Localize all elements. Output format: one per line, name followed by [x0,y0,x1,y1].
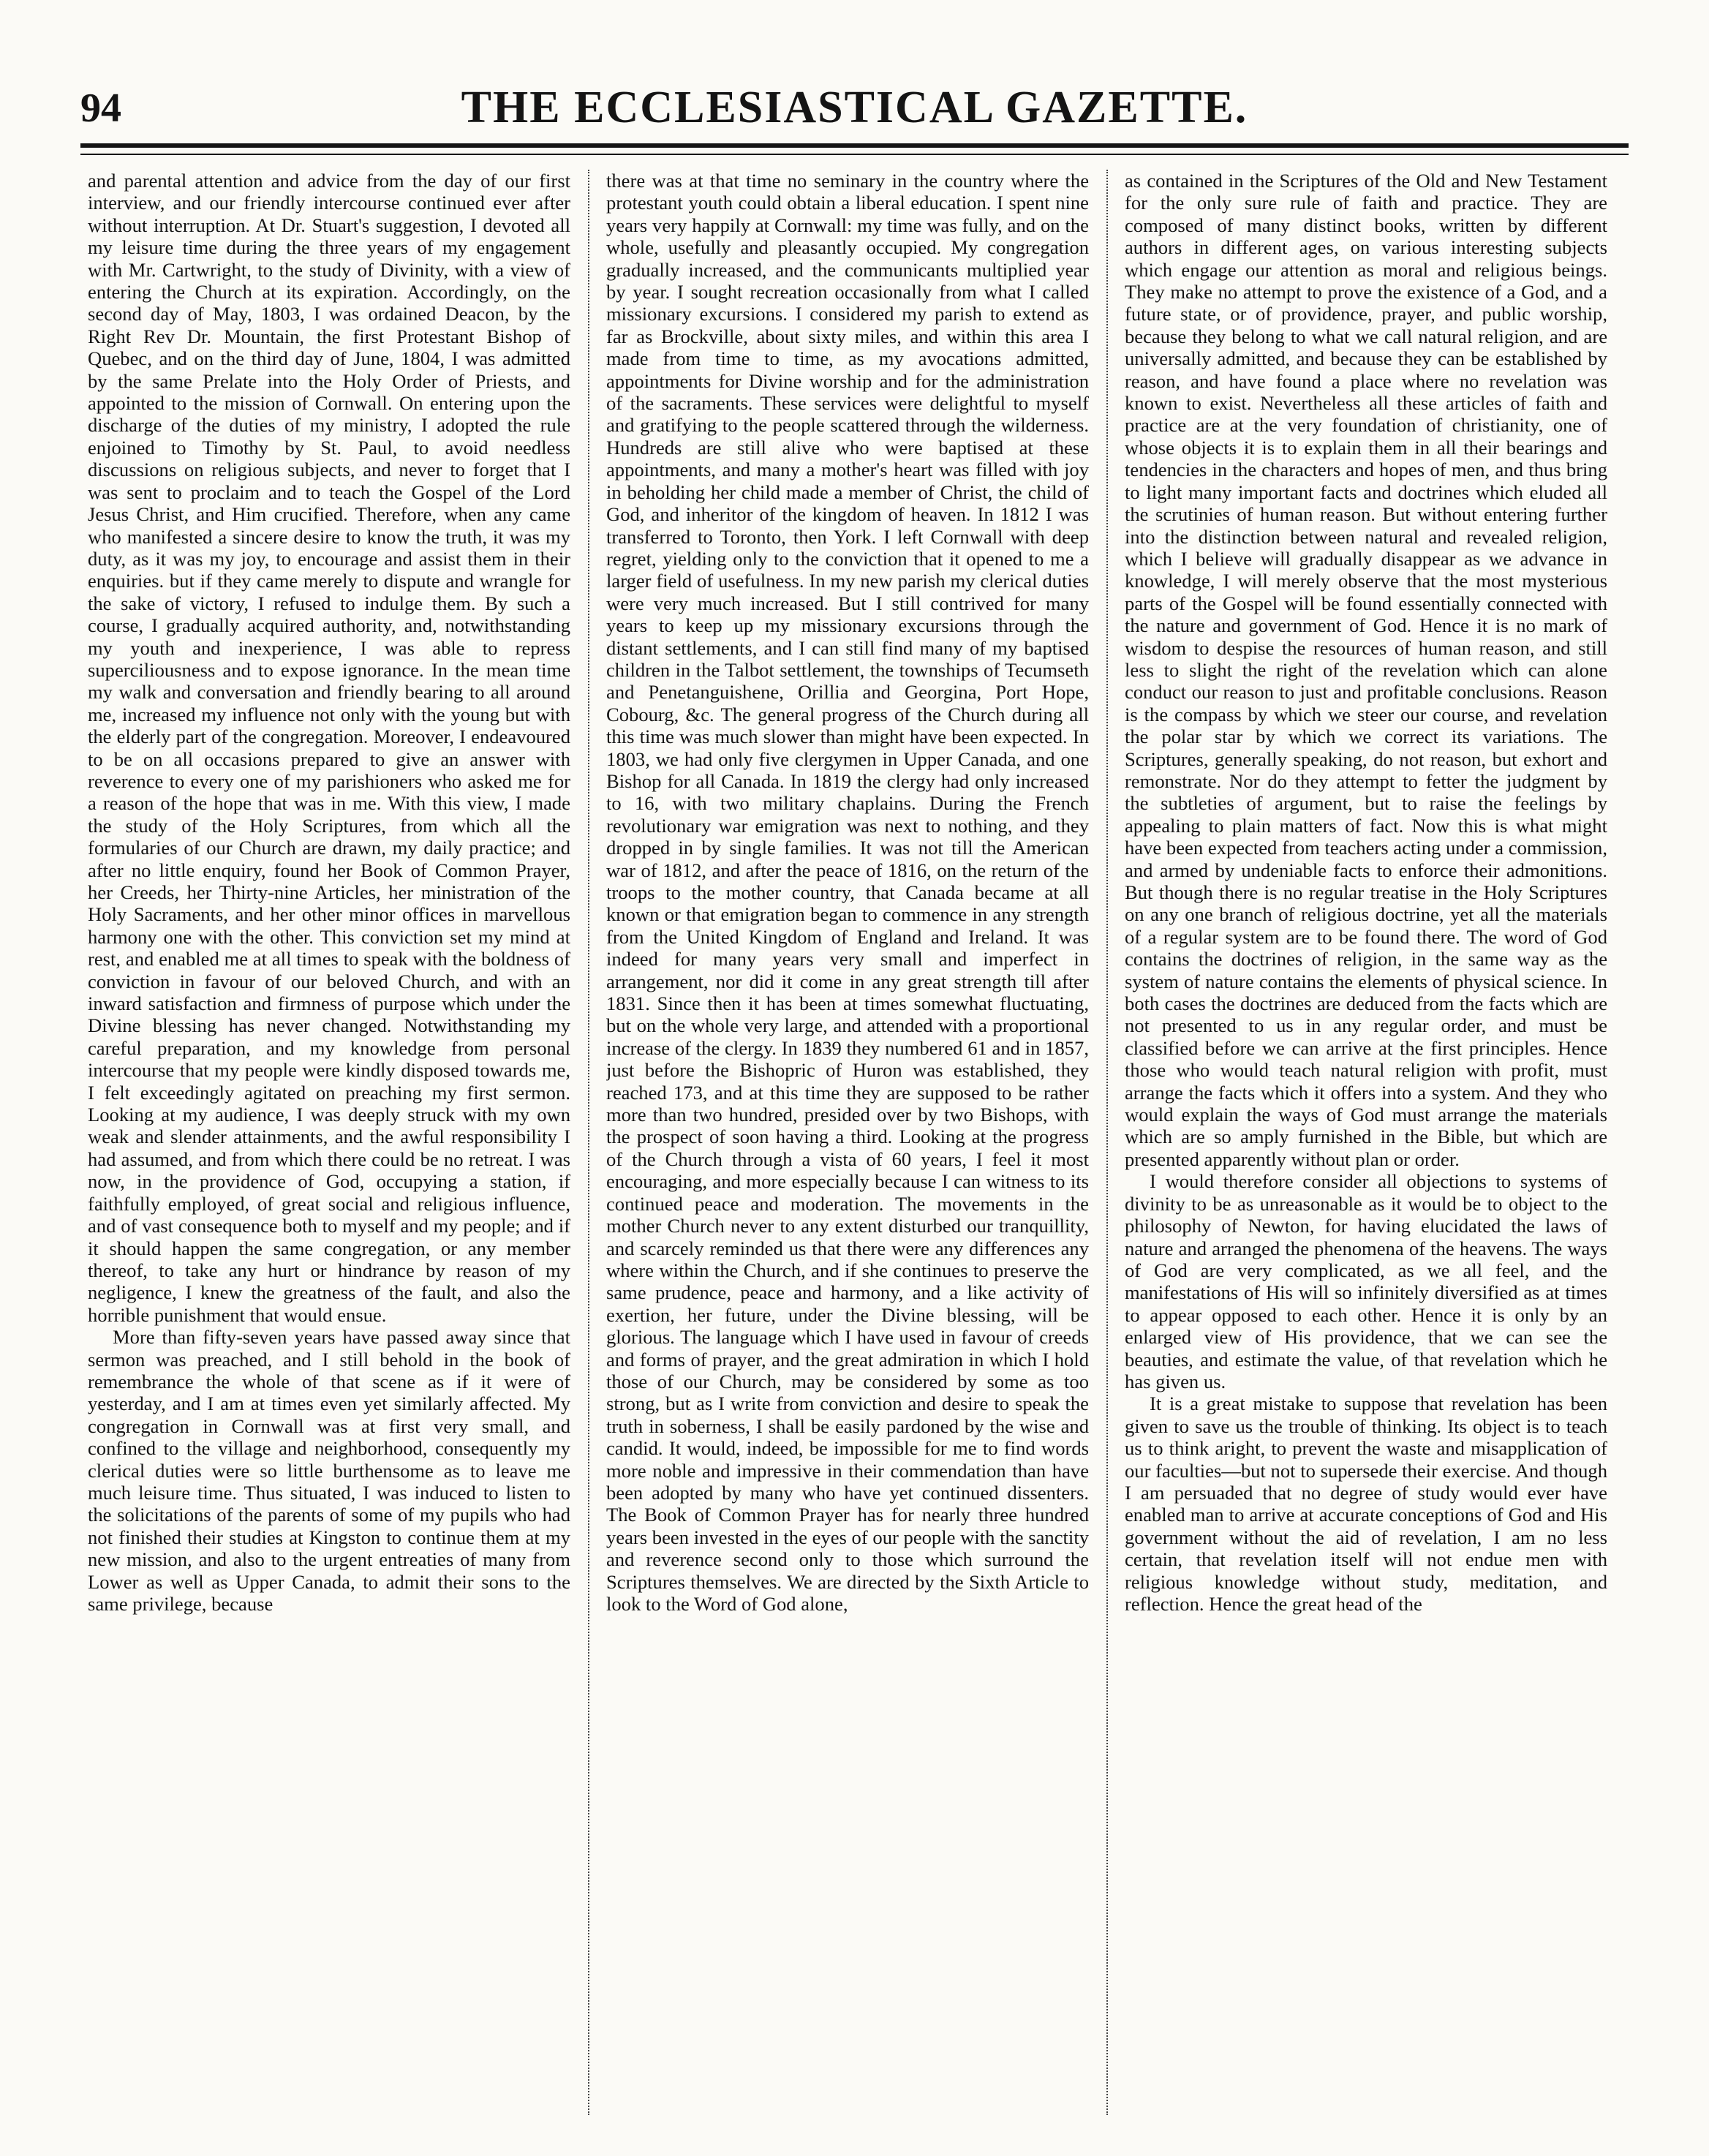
paragraph: I would therefore consider all objections to systems of divinity to be as unreasonable as it would be to object to the philosophy of Newton, for having elucidated the laws of nature and arranged the phenomena of the heavens. The ways of God are very complicated, as we all feel, and the manifestations of His will so infinitely diversified as at times to appear opposed to each other. Hence it is only by an enlarged view of His providence, that we can see the beauties, and estimate the value, of that revelation which he has given us. [1125,1170,1607,1392]
column-3 [1125,170,1607,2115]
column-divider [588,170,589,2115]
page-number: 94 [80,86,121,131]
paragraph: It is a great mistake to suppose that revelation has been given to save us the trouble of thinking. Its object is to teach us to think aright, to prevent the waste and misapplication of our faculties—but not to supersede their exercise. And though I am persuaded that no degree of study would ever have enabled man to arrive at accurate conceptions of God and His government without the aid of revelation, I am no less certain, that revelation itself will not endue men with religious knowledge without study, meditation, and reflection. Hence the great head of the [1125,1392,1607,1615]
page-header [80,82,1629,140]
column-1 [88,170,570,2115]
paragraph: there was at that time no seminary in the country where the protestant youth could obtain a liberal education. I spent nine years very happily at Cornwall: my time was fully, and on the whole, usefully and pleasantly occupied. My congregation gradually increased, and the communicants multiplied year by year. I sought recreation occasionally from what I called missionary excursions. I considered my parish to extend as far as Brockville, about sixty miles, and within this area I made from time to time, as my avocations admitted, appointments for Divine worship and for the administration of the sacraments. These services were delightful to myself and gratifying to the people scattered through the wilderness. Hundreds are still alive who were baptised at these appointments, and many a mother's heart was filled with joy in beholding her child made a member of Christ, the child of God, and inheritor of the kingdom of heaven. In 1812 I was transferred to Toronto, then York. I left Cornwall with deep regret, yielding only to the conviction that it opened to me a larger field of usefulness. In my new parish my clerical duties were very much increased. But I still contrived for many years to keep up my missionary excursions through the distant settlements, and I can still find many of my baptised children in the Talbot settlement, the townships of Tecumseth and Penetanguishene, Orillia and Georgina, Port Hope, Cobourg, &c. The general progress of the Church during all this time was much slower than might have been expected. In 1803, we had only five clergymen in Upper Canada, and one Bishop for all Canada. In 1819 the clergy had only increased to 16, with two military chaplains. During the French revolutionary war emigration was next to nothing, and they dropped in by single families. It was not till the American war of 1812, and after the peace of 1816, on the return of the troops to the mother country, that Canada became at all known or that emigration began to commence in any strength from the United Kingdom of England and Ireland. It was indeed for many years very small and imperfect in arrangement, nor did it come in any great strength till after 1831. Since then it has been at times somewhat fluctuating, but on the whole very large, and attended with a proportional increase of the clergy. In 1839 they numbered 61 and in 1857, just before the Bishopric of Huron was established, they reached 173, and at this time they are supposed to be rather more than two hundred, presided over by two Bishops, with the prospect of soon having a third. Looking at the progress of the Church through a vista of 60 years, I feel it most encouraging, and more especially because I can witness to its continued peace and moderation. The movements in the mother Church never to any extent disturbed our tranquillity, and scarcely reminded us that there were any differences any where within the Church, and if she continues to preserve the same prudence, peace and harmony, and a like activity of exertion, her future, under the Divine blessing, will be glorious. The language which I have used in favour of creeds and forms of prayer, and the great admiration in which I hold those of our Church, may be considered by some as too strong, but as I write from conviction and desire to speak the truth in soberness, I shall be easily pardoned by the wise and candid. It would, indeed, be impossible for me to find words more noble and impressive in their commendation than have been adopted by many who have yet continued dissenters. The Book of Common Prayer has for nearly three hundred years been invested in the eyes of our people with the sanctity and reverence second only to those which surround the Scriptures themselves. We are directed by the Sixth Article to look to the Word of God alone, [606,170,1089,1615]
header-rule-thick [80,143,1629,148]
paragraph: as contained in the Scriptures of the Old and New Testament for the only sure rule of faith and practice. They are composed of many distinct books, written by different authors in different ages, on various interesting subjects which engage our attention as moral and religious beings. They make no attempt to prove the existence of a God, and a future state, or of providence, prayer, and public worship, because they belong to what we call natural religion, and are universally admitted, and because they can be established by reason, and have found a place where no revelation was known to exist. Nevertheless all these articles of faith and practice are at the very foundation of christianity, one of whose objects it is to explain them in all their bearings and tendencies in the characters and hopes of men, and thus bring to light many important facts and doctrines which eluded all the scrutinies of human reason. But without entering further into the distinction between natural and revealed religion, which I believe will gradually disappear as we advance in knowledge, I will merely observe that the most mysterious parts of the Gospel will be found essentially connected with the nature and government of God. Hence it is no mark of wisdom to despise the resources of human reason, and still less to slight the right of the revelation which can alone conduct our reason to just and profitable conclusions. Reason is the compass by which we steer our course, and revelation the polar star by which we correct its variations. The Scriptures, generally speaking, do not reason, but exhort and remonstrate. Nor do they attempt to fetter the judgment by the subtleties of argument, but to raise the feelings by appealing to plain matters of fact. Now this is what might have been expected from teachers acting under a commission, and armed by undeniable facts to enforce their admonitions. But though there is no regular treatise in the Holy Scriptures on any one branch of religious doctrine, yet all the materials of a regular system are to be found there. The word of God contains the doctrines of religion, in the same way as the system of nature contains the elements of physical science. In both cases the doctrines are deduced from the facts which are not presented to us in any regular order, and must be classified before we can arrive at the first principles. Hence those who would teach natural religion with profit, must arrange the facts which it offers into a system. And they who would explain the ways of God must arrange the materials which are so amply furnished in the Bible, but which are presented apparently without plan or order. [1125,170,1607,1170]
column-divider [1106,170,1108,2115]
header-rule-thin [80,154,1629,155]
paragraph: More than fifty-seven years have passed away since that sermon was preached, and I still behold in the book of remembrance the whole of that scene as if it were of yesterday, and I am at times even yet similarly affected. My congregation in Cornwall was at first very small, and confined to the village and neighborhood, consequently my clerical duties were so little burthensome as to leave me much leisure time. Thus situated, I was induced to listen to the solicitations of the parents of some of my pupils who had not finished their studies at Kingston to continue them at my new mission, and also to the urgent entreaties of many from Lower as well as Upper Canada, to admit their sons to the same privilege, because [88,1326,570,1615]
paragraph: and parental attention and advice from the day of our first interview, and our friendly intercourse continued ever after without interruption. At Dr. Stuart's suggestion, I devoted all my leisure time during the three years of my engagement with Mr. Cartwright, to the study of Divinity, with a view of entering the Church at its expiration. Accordingly, on the second day of May, 1803, I was ordained Deacon, by the Right Rev Dr. Mountain, the first Protestant Bishop of Quebec, and on the third day of June, 1804, I was admitted by the same Prelate into the Holy Order of Priests, and appointed to the mission of Cornwall. On entering upon the discharge of the duties of my ministry, I adopted the rule enjoined to Timothy by St. Paul, to avoid needless discussions on religious subjects, and never to forget that I was sent to proclaim and to teach the Gospel of the Lord Jesus Christ, and Him crucified. Therefore, when any came who manifested a sincere desire to know the truth, it was my duty, as it was my joy, to encourage and assist them in their enquiries. but if they came merely to dispute and wrangle for the sake of victory, I refused to indulge them. By such a course, I gradually acquired authority, and, notwithstanding my youth and inexperience, I was able to repress superciliousness and to expose ignorance. In the mean time my walk and conversation and friendly bearing to all around me, increased my influence not only with the young but with the elderly part of the congregation. Moreover, I endeavoured to be on all occasions prepared to give an answer with reverence to every one of my parishioners who asked me for a reason of the hope that was in me. With this view, I made the study of the Holy Scriptures, from which all the formularies of our Church are drawn, my daily practice; and after no little enquiry, found her Book of Common Prayer, her Creeds, her Thirty-nine Articles, her ministration of the Holy Sacraments, and her other minor offices in marvellous harmony one with the other. This conviction set my mind at rest, and enabled me at all times to speak with the boldness of conviction in favour of our beloved Church, and with an inward satisfaction and firmness of purpose which under the Divine blessing has never changed. Notwithstanding my careful preparation, and my knowledge from personal intercourse that my people were kindly disposed towards me, I felt exceedingly agitated on preaching my first sermon. Looking at my audience, I was deeply struck with my own weak and slender attainments, and the awful responsibility I had assumed, and from which there could be no retreat. I was now, in the providence of God, occupying a station, if faithfully employed, of great social and religious influence, and of vast consequence both to myself and my people; and if it should happen the same congregation, or any member thereof, to take any hurt or hindrance by reason of my negligence, I knew the greatness of the fault, and also the horrible punishment that would ensue. [88,170,570,1326]
text-columns [88,170,1621,2115]
column-2 [606,170,1089,2115]
publication-title: THE ECCLESIASTICAL GAZETTE. [461,83,1248,132]
